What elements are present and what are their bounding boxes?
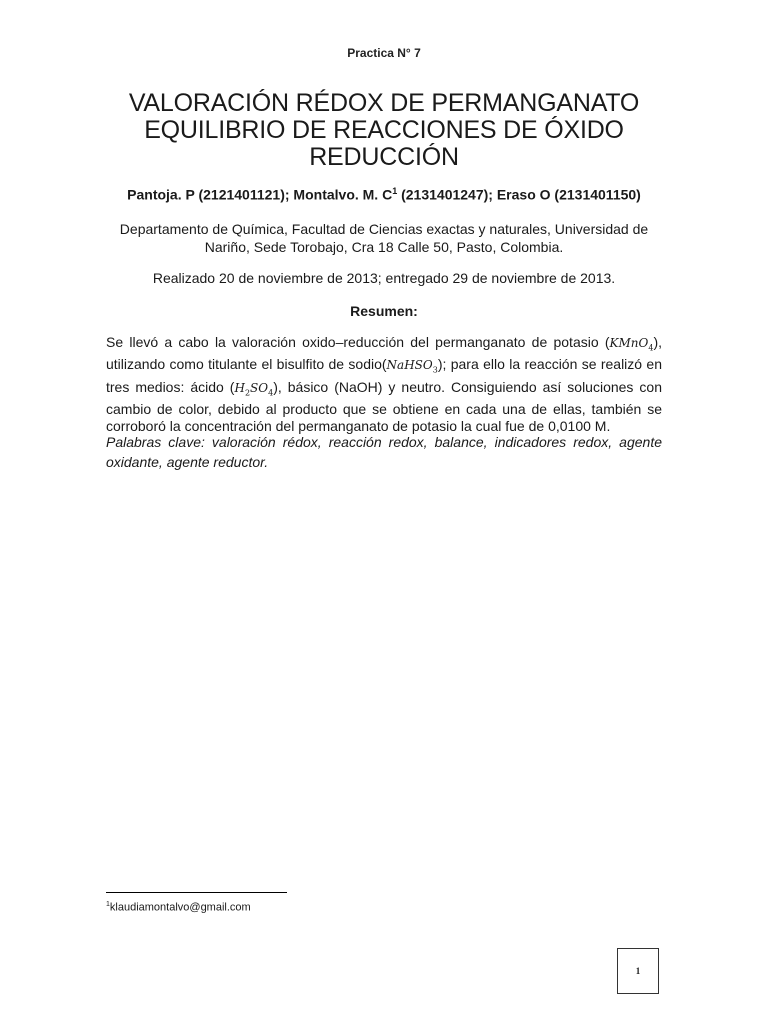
formula-h2so4-sub-4: 4 <box>268 388 274 398</box>
formula-nahso3-base: NaHSO <box>386 358 433 373</box>
page-number-box <box>617 948 659 994</box>
page-number: 1 <box>635 966 641 976</box>
keywords-paragraph: Palabras clave: valoración rédox, reacción redox, balance, indicadores redox, agente oxidante, agente reductor. <box>106 434 662 470</box>
footnote <box>106 901 251 914</box>
abstract-paragraph <box>106 334 662 435</box>
footnote-divider <box>106 892 287 893</box>
formula-kmno4 <box>609 336 654 353</box>
formula-h2so4-h: H <box>234 380 245 395</box>
title-line-3: REDUCCIÓN <box>309 143 459 171</box>
authors-part-2: (2131401247); Eraso O (2131401150) <box>397 186 641 203</box>
abstract-text-4: ), básico (NaOH) y neutro. Consiguiendo así soluciones con cambio de color, debido al producto que se obtiene en cada una de ellas, también se corroboró la concentración del permanganato de potasio la cual fue de 0,0100 M. <box>106 378 662 435</box>
footnote-email: klaudiamontalvo@gmail.com <box>109 901 251 914</box>
authors-part-1: Pantoja. P (2121401121); Montalvo. M. C <box>127 186 393 203</box>
affiliation-line-2: Nariño, Sede Torobajo, Cra 18 Calle 50, Pasto, Colombia. <box>204 239 564 255</box>
author-footnote-marker: 1 <box>392 186 398 196</box>
affiliation-line-1: Departamento de Química, Facultad de Ciencias exactas y naturales, Universidad de <box>119 221 649 237</box>
formula-h2so4-so: SO <box>250 380 269 395</box>
abstract-text-1: Se llevó a cabo la valoración oxido–reducción del permanganato de potasio ( <box>106 334 610 350</box>
formula-nahso3-sub: 3 <box>432 365 438 375</box>
paper-title <box>60 90 708 171</box>
formula-h2so4-sub-2: 2 <box>244 388 251 398</box>
abstract-heading: Resumen: <box>350 303 418 319</box>
running-header: Practica N° 7 <box>347 46 421 60</box>
title-line-2: EQUILIBRIO DE REACCIONES DE ÓXIDO <box>144 116 624 144</box>
abstract-text-3: ); para ello la reacción se realizó en tres medios: ácido ( <box>106 356 662 395</box>
formula-kmno4-sub: 4 <box>648 343 654 353</box>
formula-nahso3 <box>386 358 438 375</box>
footnote-marker: 1 <box>106 901 110 908</box>
affiliation <box>105 220 663 256</box>
formula-kmno4-base: KMnO <box>609 336 649 350</box>
authors-line <box>40 186 728 203</box>
formula-h2so4 <box>234 380 274 398</box>
dates-line: Realizado 20 de noviembre de 2013; entregado 29 de noviembre de 2013. <box>152 270 616 286</box>
abstract-text-2: ), utilizando como titulante el bisulfito de sodio( <box>106 334 662 373</box>
title-line-1: VALORACIÓN RÉDOX DE PERMANGANATO <box>128 89 640 117</box>
